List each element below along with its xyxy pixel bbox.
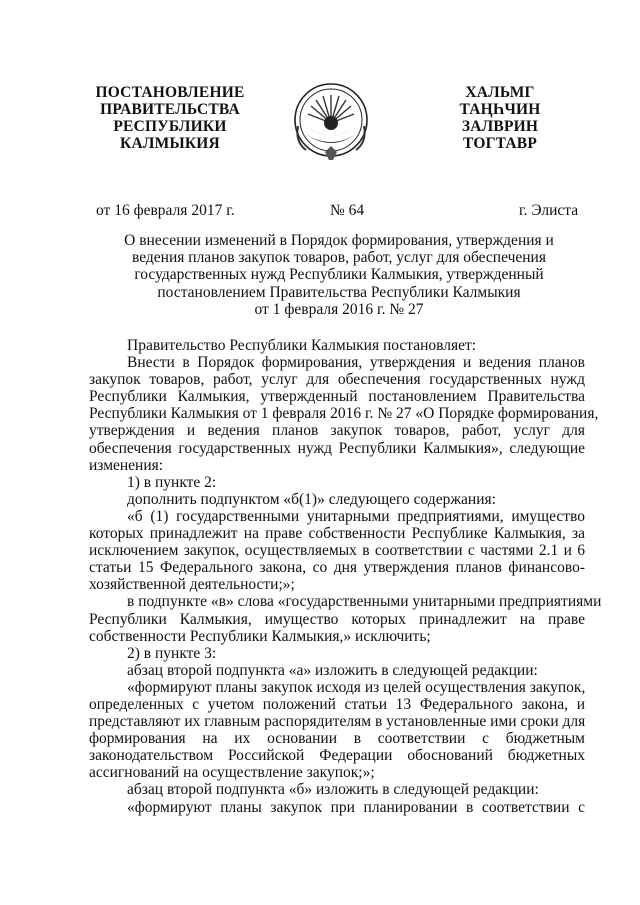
title-line: от 1 февраля 2016 г. № 27 [254,300,424,318]
body-line: Правительство Республики Калмыкия постановляет: [127,337,477,354]
body-line: Республики Калмыкия от 1 февраля 2016 г. № 27 «О Порядке формирования, [89,405,599,423]
body-line: собственности Республики Калмыкия,» исключить; [89,627,431,645]
document-number: № 64 [330,202,365,219]
body-line: абзац второй подпункта «а» изложить в следующей редакции: [127,661,538,679]
body-line: «б (1) государственными унитарными предприятиями, имущество [127,507,585,525]
header-right-line: ТАҢҺЧИН [459,101,541,118]
body-line: утверждения и ведения планов закупок товаров, работ, услуг для [89,422,585,440]
header-left-line: РЕСПУБЛИКИ [113,118,227,135]
body-line: хозяйственной деятельности;»; [89,576,295,594]
title-line: ведения планов закупок товаров, работ, услуг для обеспечения [132,249,546,267]
body-line: 1) в пункте 2: [127,473,217,491]
body-line: обеспечения государственных нужд Республики Калмыкия», следующие [89,439,585,457]
header-left [70,84,270,152]
body-line: в подпункте «в» слова «государственными унитарными предприятиями [127,593,602,611]
header-right-line: ЗАЛВРИН [461,118,539,135]
header-right-line: ХАЛЬМГ [465,84,535,101]
title-line: О внесении изменений в Порядок формирования, утверждения и [124,232,554,249]
document-body [89,337,602,816]
header-right [440,84,560,152]
document-date: от 16 февраля 2017 г. [96,202,235,219]
header-right-line: ТОГТАВР [462,135,538,152]
body-line: которых принадлежит на праве собственности Республике Калмыкия, за [89,525,585,543]
body-line: изменения: [89,456,164,474]
body-line: абзац второй подпункта «б» изложить в следующей редакции: [127,781,539,799]
body-line: представляют их главным распорядителям в установленные ими сроки для [89,713,586,731]
body-line: ассигнований на осуществление закупок;»; [89,764,375,782]
header-left-line: ПОСТАНОВЛЕНИЕ [95,84,245,101]
title-line: постановлением Правительства Республики Калмыкия [157,283,521,301]
header-left-line: ПРАВИТЕЛЬСТВА [100,101,240,118]
body-line: «формируют планы закупок исходя из целей осуществления закупок, [127,678,586,696]
body-line: 2) в пункте 3: [127,644,217,662]
coat-of-arms-emblem [292,76,370,164]
body-line: дополнить подпунктом «б(1)» следующего содержания: [127,490,496,508]
body-line: формирования на их основании в соответствии с бюджетным [89,730,585,748]
body-line: «формируют планы закупок при планировании в соответствии с [127,798,585,816]
body-line: исключением закупок, осуществляемых в соответствии с частями 2.1 и 6 [89,542,585,560]
body-line: статьи 15 Федерального закона, со дня утверждения планов финансово- [89,559,585,577]
body-line: определенных с учетом положений статьи 13 Федерального закона, и [89,695,585,713]
body-line: закупок товаров, работ, услуг для обеспечения государственных нужд [89,371,585,389]
document-title [96,232,582,318]
body-line: Республики Калмыкия, имущество которых принадлежит на праве [89,610,585,628]
document-city: г. Элиста [519,202,579,219]
body-line: Внести в Порядок формирования, утверждения и ведения планов [127,354,585,372]
title-line: государственных нужд Республики Калмыкия, утвержденный [134,266,544,284]
header-left-line: КАЛМЫКИЯ [120,135,220,152]
body-line: законодательством Российской Федерации обоснований бюджетных [89,747,585,765]
body-line: Республики Калмыкия, утвержденный постановлением Правительства [89,388,585,406]
